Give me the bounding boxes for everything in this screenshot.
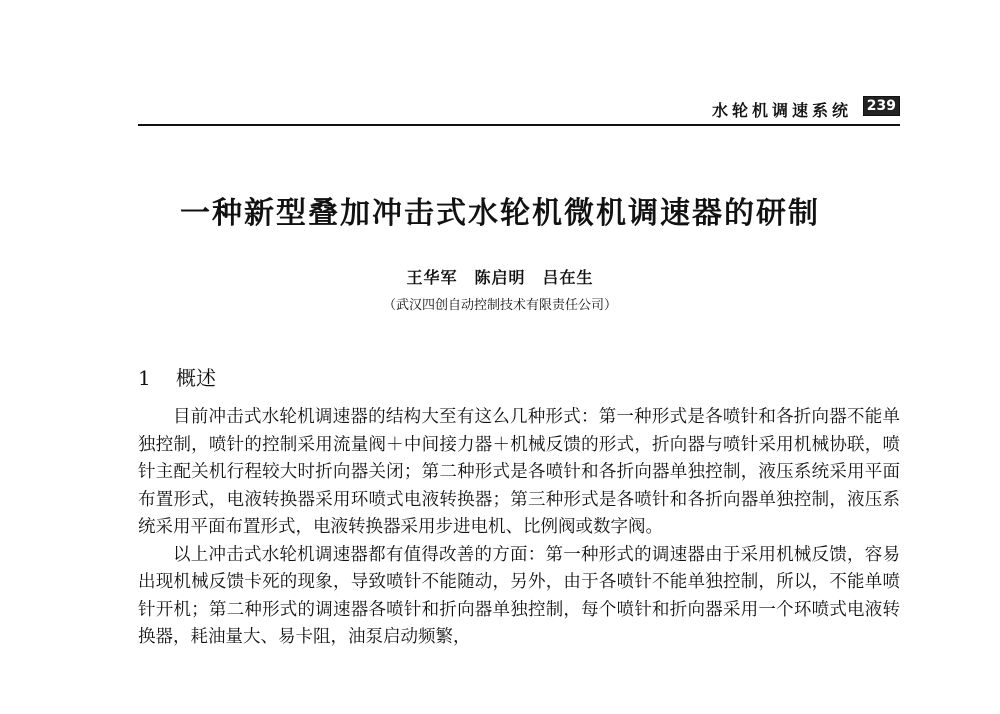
section-number: 1	[138, 366, 151, 390]
journal-section-name: 水轮机调速系统	[711, 101, 852, 120]
running-header	[138, 92, 900, 126]
paragraph: 以上冲击式水轮机调速器都有值得改善的方面：第一种形式的调速器由于采用机械反馈，容易出现机械反馈卡死的现象，导致喷针不能随动，另外，由于各喷针不能单独控制，所以，不能单喷针开机；第二种形式的调速器各喷针和折向器单独控制，每个喷针和折向器采用一个环喷式电液转换器，耗油量大、易卡阻，油泵启动频繁，	[138, 544, 900, 647]
author-affiliation: （武汉四创自动控制技术有限责任公司）	[382, 298, 617, 313]
section-heading	[138, 362, 216, 391]
article-title: 一种新型叠加冲击式水轮机微机调速器的研制	[180, 196, 820, 231]
section-title: 概述	[176, 366, 216, 390]
author-list: 王华军 陈启明 吕在生	[406, 268, 594, 287]
page-number-badge: 239	[863, 96, 900, 116]
body-text	[138, 404, 900, 652]
paragraph: 目前冲击式水轮机调速器的结构大至有这么几种形式：第一种形式是各喷针和各折向器不能单独控制，喷针的控制采用流量阀＋中间接力器＋机械反馈的形式，折向器与喷针采用机械协联，喷针主配关机行程较大时折向器关闭；第二种形式是各喷针和各折向器单独控制，液压系统采用平面布置形式，电液转换器采用环喷式电液转换器；第三种形式是各喷针和各折向器单独控制，液压系统采用平面布置形式，电液转换器采用步进电机、比例阀或数字阀。	[138, 407, 900, 537]
